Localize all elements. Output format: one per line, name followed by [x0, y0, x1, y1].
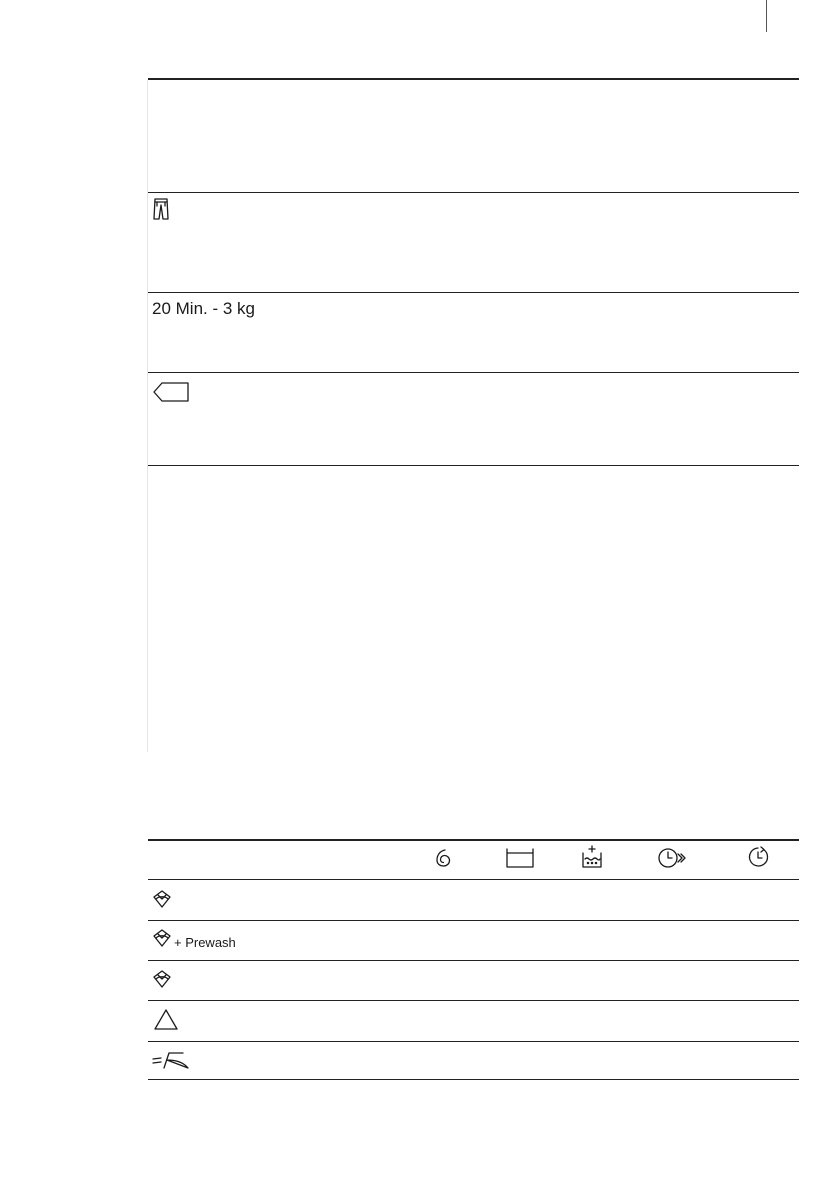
- table1-rule-2: [148, 292, 799, 293]
- time-save-icon: [747, 846, 769, 868]
- rinse-icon: [506, 848, 534, 868]
- table2-rule-5: [148, 1041, 799, 1042]
- table2-rule-4: [148, 1000, 799, 1001]
- cotton-icon: [153, 890, 171, 908]
- prewash-label: + Prewash: [174, 935, 236, 950]
- soak-icon: [581, 845, 603, 869]
- table1-left-edge: [147, 80, 148, 752]
- table2-rule-1: [148, 879, 799, 880]
- table1-rule-4: [148, 465, 799, 466]
- table1-top-rule: [148, 78, 799, 80]
- cotton-icon: [153, 929, 171, 947]
- time-load-text: 20 Min. - 3 kg: [152, 299, 255, 318]
- easy-iron-icon: [152, 1051, 190, 1071]
- table1-rule-3: [148, 372, 799, 373]
- synthetic-label-icon: [153, 382, 189, 402]
- table2-rule-2: [148, 920, 799, 921]
- table1-rule-1: [148, 192, 799, 193]
- bleach-icon: [154, 1009, 178, 1031]
- delay-start-icon: [658, 847, 686, 869]
- table2-top-rule: [148, 839, 799, 841]
- page-marker-line: [766, 0, 767, 32]
- table2-rule-3: [148, 960, 799, 961]
- cotton-icon: [153, 970, 171, 988]
- jeans-icon: [153, 198, 169, 220]
- spin-icon: [434, 848, 454, 868]
- table2-bottom-rule: [148, 1079, 799, 1080]
